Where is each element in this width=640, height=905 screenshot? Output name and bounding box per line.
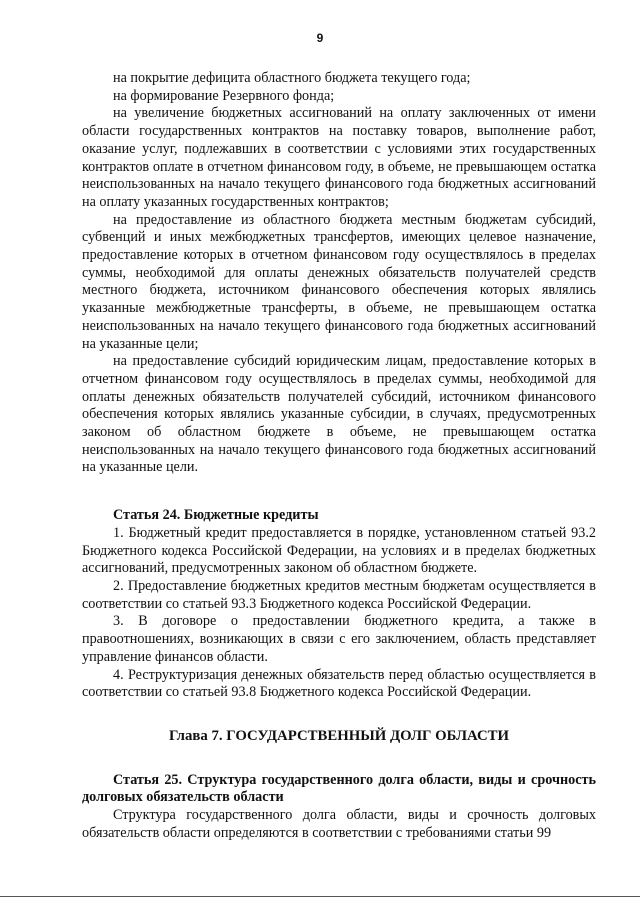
article-24-title: Статья 24. Бюджетные кредиты xyxy=(113,507,319,524)
spacer xyxy=(82,477,596,507)
spacer xyxy=(82,702,596,728)
paragraph: на покрытие дефицита областного бюджета текущего года; xyxy=(113,70,471,86)
paragraph: Структура государственного долга области, виды и срочность долговых обязательств области определяются в соответствии с требованиями статьи 99 xyxy=(82,807,596,841)
page-number: 9 xyxy=(316,31,324,45)
paragraph: на предоставление из областного бюджета местным бюджетам субсидий, субвенций и иных межбюджетных трансфертов, имеющих целевое назначение, предоставление которых в отчетном финансовом году осуществлялось в пределах суммы, необходимой для оплаты денежных обязательств получателей средств местного бюджета, источником финансового обеспечения которых являлись указанные межбюджетные трансферты, в объеме, не превышающем остатка неиспользованных на начало текущего финансового года бюджетных ассигнований на указанные цели; xyxy=(82,211,596,352)
spacer xyxy=(82,746,596,772)
paragraph: 2. Предоставление бюджетных кредитов местным бюджетам осуществляется в соответствии со статьей 93.3 Бюджетного кодекса Российской Федерации. xyxy=(82,577,596,612)
paragraph: 1. Бюджетный кредит предоставляется в порядке, установленном статьей 93.2 Бюджетного кодекса Российской Федерации, на условиях и в пределах бюджетных ассигнований, предусмотренных законом об областном бюджете. xyxy=(82,524,596,577)
paragraph: 4. Реструктуризация денежных обязательств перед областью осуществляется в соответствии со статьей 93.8 Бюджетного кодекса Российской Федерации. xyxy=(82,666,596,701)
paragraph: на увеличение бюджетных ассигнований на оплату заключенных от имени области государственных контрактов на поставку товаров, выполнение работ, оказание услуг, подлежавших в соответствии с условиями этих государственных контрактов оплате в отчетном финансовом году, в объеме, не превышающем остатка неиспользованных на начало текущего финансового года бюджетных ассигнований на оплату указанных государственных контрактов; xyxy=(82,105,596,210)
chapter-7-title: Глава 7. ГОСУДАРСТВЕННЫЙ ДОЛГ ОБЛАСТИ xyxy=(168,727,510,744)
paragraph: на формирование Резервного фонда; xyxy=(113,87,335,104)
paragraph: на предоставление субсидий юридическим лицам, предоставление которых в отчетном финансовом году осуществлялось в пределах суммы, необходимой для оплаты денежных обязательств получателей субсидий, источником финансового обеспечения которых являлись указанные субсидии, в случаях, предусмотренных законом об областном бюджете в объеме, не превышающем остатка неиспользованных на начало текущего финансового года бюджетных ассигнований на указанные цели. xyxy=(82,353,596,476)
paragraph: 3. В договоре о предоставлении бюджетного кредита, а также в правоотношениях, возникающих в связи с его заключением, область представляет управление финансов области. xyxy=(82,613,596,665)
article-25-title: Статья 25. Структура государственного долга области, виды и срочность долговых обязательств области xyxy=(82,771,596,806)
scan-edge-line xyxy=(0,896,640,897)
document-body xyxy=(82,70,596,842)
